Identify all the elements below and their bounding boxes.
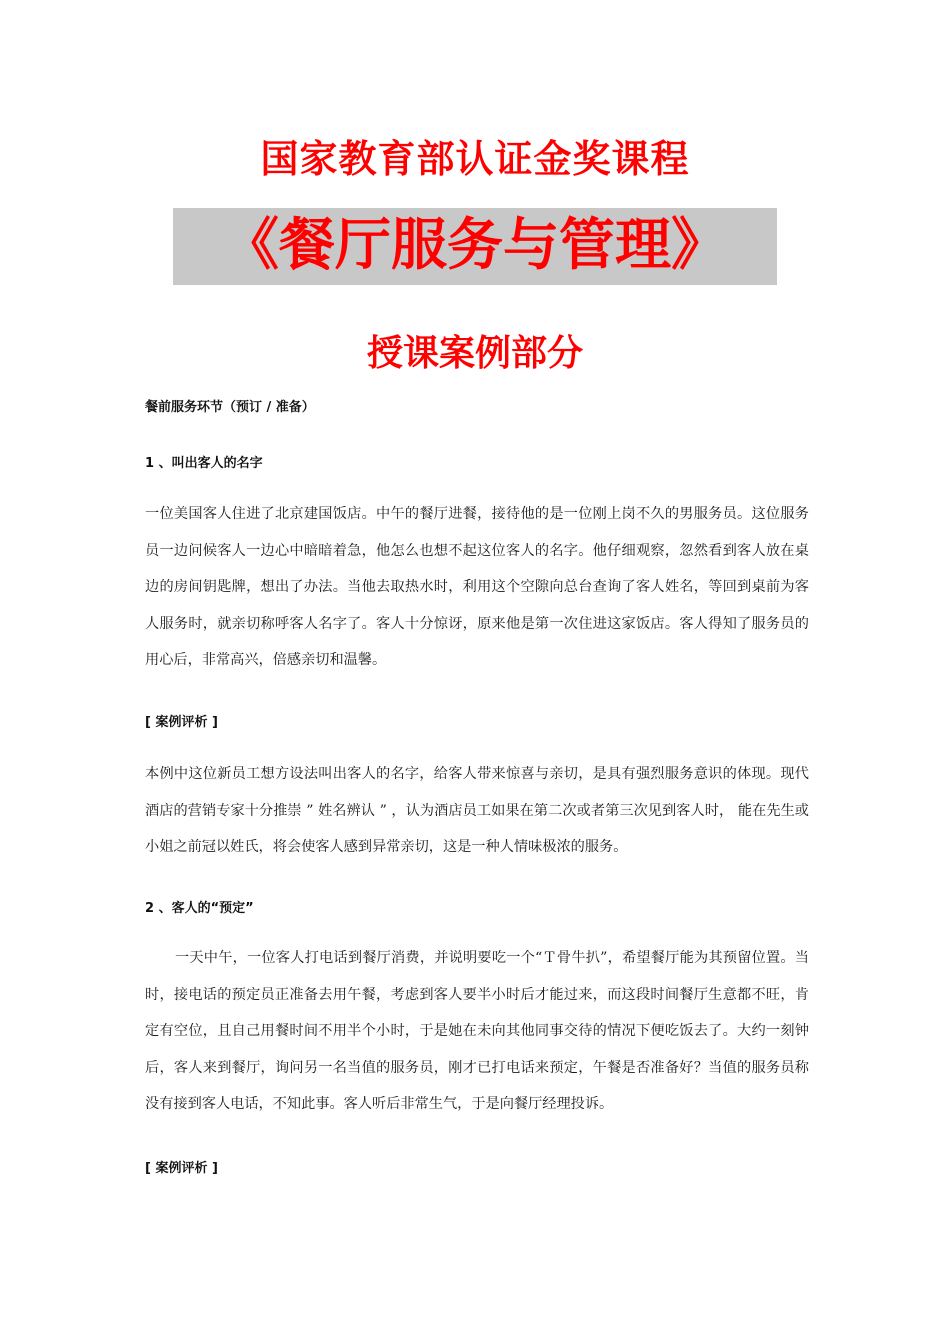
case-2-review-label: [ 案例评析 ] bbox=[145, 1161, 218, 1176]
case-1-review-label: [ 案例评析 ] bbox=[145, 715, 218, 730]
course-title-banner bbox=[173, 208, 777, 285]
case-2-heading: 2 、客人的“预定” bbox=[145, 901, 254, 916]
document-title: 国家教育部认证金奖课程 bbox=[260, 137, 690, 181]
case-1-review: 本例中这位新员工想方设法叫出客人的名字，给客人带来惊喜与亲切，是具有强烈服务意识的体现。现代酒店的营销专家十分推崇 ” 姓名辨认 ” ，认为酒店员工如果在第二次或者第三次见到客人时， 能在先生或小姐之前冠以姓氏，将会使客人感到异常亲切，这是一种人情味极浓的服务。 bbox=[145, 766, 809, 855]
document-subtitle: 授课案例部分 bbox=[366, 333, 583, 374]
course-title: 《餐厅服务与管理》 bbox=[223, 213, 727, 278]
section-heading: 餐前服务环节（预订 / 准备） bbox=[145, 400, 315, 415]
case-1-heading: 1 、叫出客人的名字 bbox=[145, 456, 263, 471]
case-2-story: 一天中午，一位客人打电话到餐厅消费，并说明要吃一个“Ｔ骨牛扒”，希望餐厅能为其预留位置。当时，接电话的预定员正准备去用午餐，考虑到客人要半小时后才能过来，而这段时间餐厅生意都不旺，肯定有空位，且自己用餐时间不用半个小时，于是她在未向其他同事交待的情况下便吃饭去了。大约一刻钟后，客人来到餐厅，询问另一名当值的服务员，刚才已打电话来预定，午餐是否准备好？当值的服务员称没有接到客人电话，不知此事。客人听后非常生气，于是向餐厅经理投诉。 bbox=[145, 950, 809, 1112]
case-1-story: 一位美国客人住进了北京建国饭店。中午的餐厅进餐，接待他的是一位刚上岗不久的男服务员。这位服务员一边问候客人一边心中暗暗着急，他怎么也想不起这位客人的名字。他仔细观察，忽然看到客人放在桌边的房间钥匙牌，想出了办法。当他去取热水时，利用这个空隙向总台查询了客人姓名，等回到桌前为客人服务时，就亲切称呼客人名字了。客人十分惊讶，原来他是第一次住进这家饭店。客人得知了服务员的用心后，非常高兴，倍感亲切和温馨。 bbox=[145, 506, 809, 668]
